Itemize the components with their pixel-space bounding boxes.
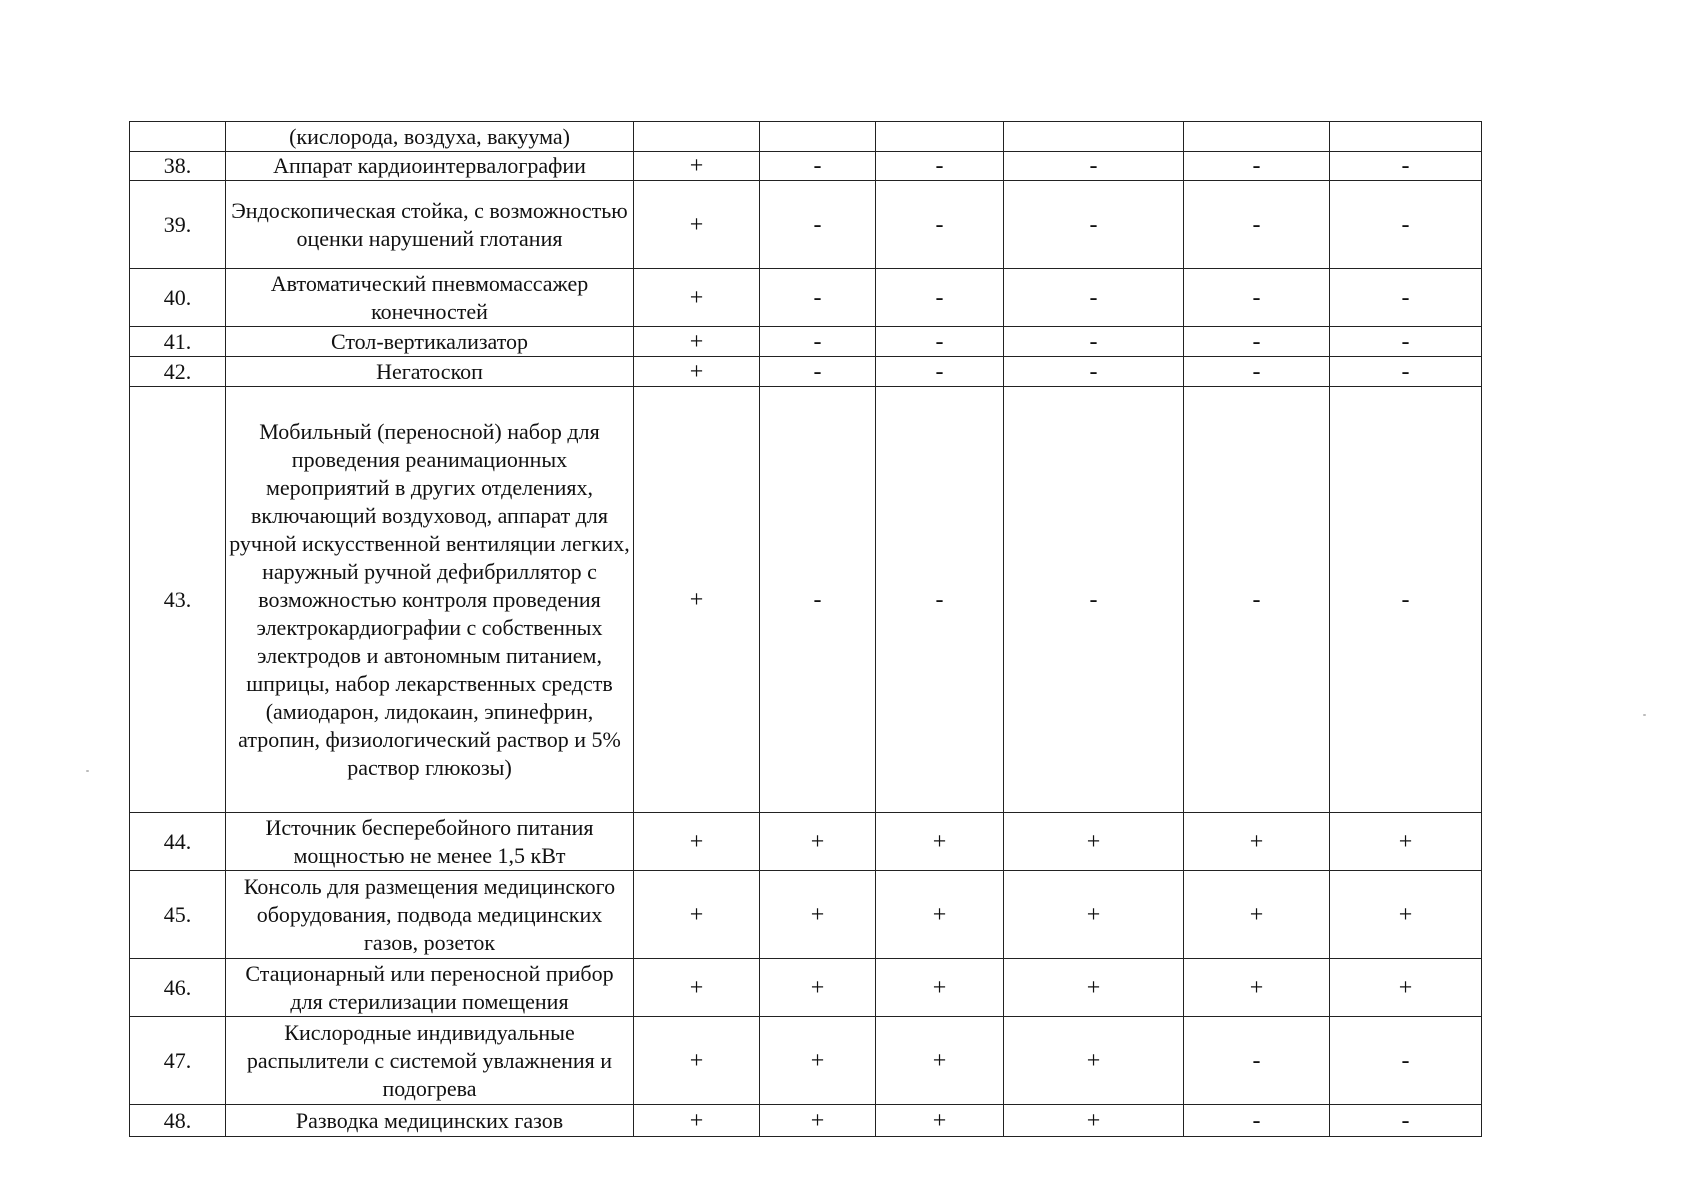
availability-mark: +	[634, 1105, 760, 1137]
availability-mark: -	[1004, 181, 1184, 269]
availability-mark: -	[760, 181, 876, 269]
availability-mark: +	[634, 1017, 760, 1105]
availability-mark: -	[1184, 357, 1330, 387]
availability-mark: +	[634, 871, 760, 959]
availability-mark: +	[1004, 871, 1184, 959]
availability-mark: +	[1184, 871, 1330, 959]
equipment-name: Эндоскопическая стойка, с возможностью оценки нарушений глотания	[226, 181, 634, 269]
row-number: 38.	[130, 152, 226, 181]
availability-mark: -	[1184, 327, 1330, 357]
equipment-name: Мобильный (переносной) набор для проведения реанимационных мероприятий в других отделениях, включающий воздуховод, аппарат для ручной искусственной вентиляции легких, наружный ручной дефибриллятор с возможностью контроля проведения электрокардиографии с собственных электродов и автономным питанием, шприцы, набор лекарственных средств (амиодарон, лидокаин, эпинефрин, атропин, физиологический раствор и 5% раствор глюкозы)	[226, 387, 634, 813]
availability-mark: -	[1330, 181, 1482, 269]
equipment-name: Стационарный или переносной прибор для стерилизации помещения	[226, 959, 634, 1017]
availability-mark: +	[760, 871, 876, 959]
availability-mark: -	[1330, 1017, 1482, 1105]
availability-mark: -	[1004, 357, 1184, 387]
equipment-name: Разводка медицинских газов	[226, 1105, 634, 1137]
table-body	[130, 122, 1482, 1137]
availability-mark: -	[1184, 387, 1330, 813]
equipment-name: Негатоскоп	[226, 357, 634, 387]
availability-mark: -	[876, 357, 1004, 387]
availability-mark: +	[760, 1105, 876, 1137]
availability-mark: -	[760, 387, 876, 813]
equipment-name: Консоль для размещения медицинского оборудования, подвода медицинских газов, розеток	[226, 871, 634, 959]
availability-mark: +	[876, 1105, 1004, 1137]
table-row	[130, 387, 1482, 813]
availability-mark: -	[1004, 269, 1184, 327]
availability-mark: +	[634, 269, 760, 327]
availability-mark	[1330, 122, 1482, 152]
table-row	[130, 1105, 1482, 1137]
availability-mark: +	[634, 152, 760, 181]
row-number: 39.	[130, 181, 226, 269]
availability-mark: -	[1330, 269, 1482, 327]
availability-mark	[760, 122, 876, 152]
availability-mark: -	[876, 387, 1004, 813]
row-number: 40.	[130, 269, 226, 327]
table-row	[130, 269, 1482, 327]
equipment-name: Источник бесперебойного питания мощностью не менее 1,5 кВт	[226, 813, 634, 871]
equipment-name: Аппарат кардиоинтервалографии	[226, 152, 634, 181]
availability-mark: +	[1184, 959, 1330, 1017]
availability-mark	[1184, 122, 1330, 152]
equipment-table	[129, 121, 1482, 1137]
row-number: 46.	[130, 959, 226, 1017]
availability-mark: +	[876, 1017, 1004, 1105]
availability-mark: +	[1330, 959, 1482, 1017]
availability-mark: +	[876, 871, 1004, 959]
availability-mark: +	[634, 959, 760, 1017]
availability-mark: +	[1004, 959, 1184, 1017]
availability-mark: -	[1004, 387, 1184, 813]
availability-mark: -	[1330, 387, 1482, 813]
availability-mark: -	[760, 327, 876, 357]
availability-mark: -	[1184, 1017, 1330, 1105]
table-row	[130, 357, 1482, 387]
availability-mark: -	[760, 269, 876, 327]
row-number: 45.	[130, 871, 226, 959]
availability-mark: +	[1330, 813, 1482, 871]
availability-mark: +	[760, 959, 876, 1017]
row-number: 48.	[130, 1105, 226, 1137]
availability-mark: -	[1184, 181, 1330, 269]
availability-mark: -	[760, 357, 876, 387]
availability-mark: +	[760, 813, 876, 871]
availability-mark	[1004, 122, 1184, 152]
table-row	[130, 152, 1482, 181]
availability-mark: +	[1330, 871, 1482, 959]
availability-mark: +	[634, 387, 760, 813]
table-row	[130, 813, 1482, 871]
availability-mark: -	[1004, 152, 1184, 181]
availability-mark: +	[876, 813, 1004, 871]
table-row	[130, 327, 1482, 357]
availability-mark: +	[1004, 813, 1184, 871]
availability-mark: +	[1004, 1105, 1184, 1137]
availability-mark: +	[1184, 813, 1330, 871]
row-number: 44.	[130, 813, 226, 871]
table-row	[130, 871, 1482, 959]
availability-mark: -	[1184, 269, 1330, 327]
availability-mark: +	[634, 327, 760, 357]
scan-speck	[1643, 714, 1646, 716]
availability-mark: -	[1004, 327, 1184, 357]
table-row	[130, 122, 1482, 152]
row-number: 43.	[130, 387, 226, 813]
availability-mark: -	[1330, 357, 1482, 387]
availability-mark	[634, 122, 760, 152]
availability-mark: -	[876, 152, 1004, 181]
table-row	[130, 1017, 1482, 1105]
table-row	[130, 181, 1482, 269]
availability-mark: +	[760, 1017, 876, 1105]
equipment-name: (кислорода, воздуха, вакуума)	[226, 122, 634, 152]
availability-mark: -	[1330, 327, 1482, 357]
row-number	[130, 122, 226, 152]
availability-mark: +	[634, 181, 760, 269]
availability-mark	[876, 122, 1004, 152]
scan-speck	[86, 770, 89, 772]
row-number: 41.	[130, 327, 226, 357]
availability-mark: +	[634, 357, 760, 387]
equipment-name: Стол-вертикализатор	[226, 327, 634, 357]
availability-mark: -	[1184, 152, 1330, 181]
row-number: 47.	[130, 1017, 226, 1105]
availability-mark: -	[876, 181, 1004, 269]
availability-mark: -	[876, 269, 1004, 327]
equipment-name: Автоматический пневмомассажер конечностей	[226, 269, 634, 327]
availability-mark: +	[876, 959, 1004, 1017]
availability-mark: -	[876, 327, 1004, 357]
row-number: 42.	[130, 357, 226, 387]
availability-mark: +	[1004, 1017, 1184, 1105]
availability-mark: -	[760, 152, 876, 181]
availability-mark: -	[1330, 1105, 1482, 1137]
availability-mark: -	[1184, 1105, 1330, 1137]
availability-mark: +	[634, 813, 760, 871]
table-row	[130, 959, 1482, 1017]
availability-mark: -	[1330, 152, 1482, 181]
equipment-name: Кислородные индивидуальные распылители с системой увлажнения и подогрева	[226, 1017, 634, 1105]
